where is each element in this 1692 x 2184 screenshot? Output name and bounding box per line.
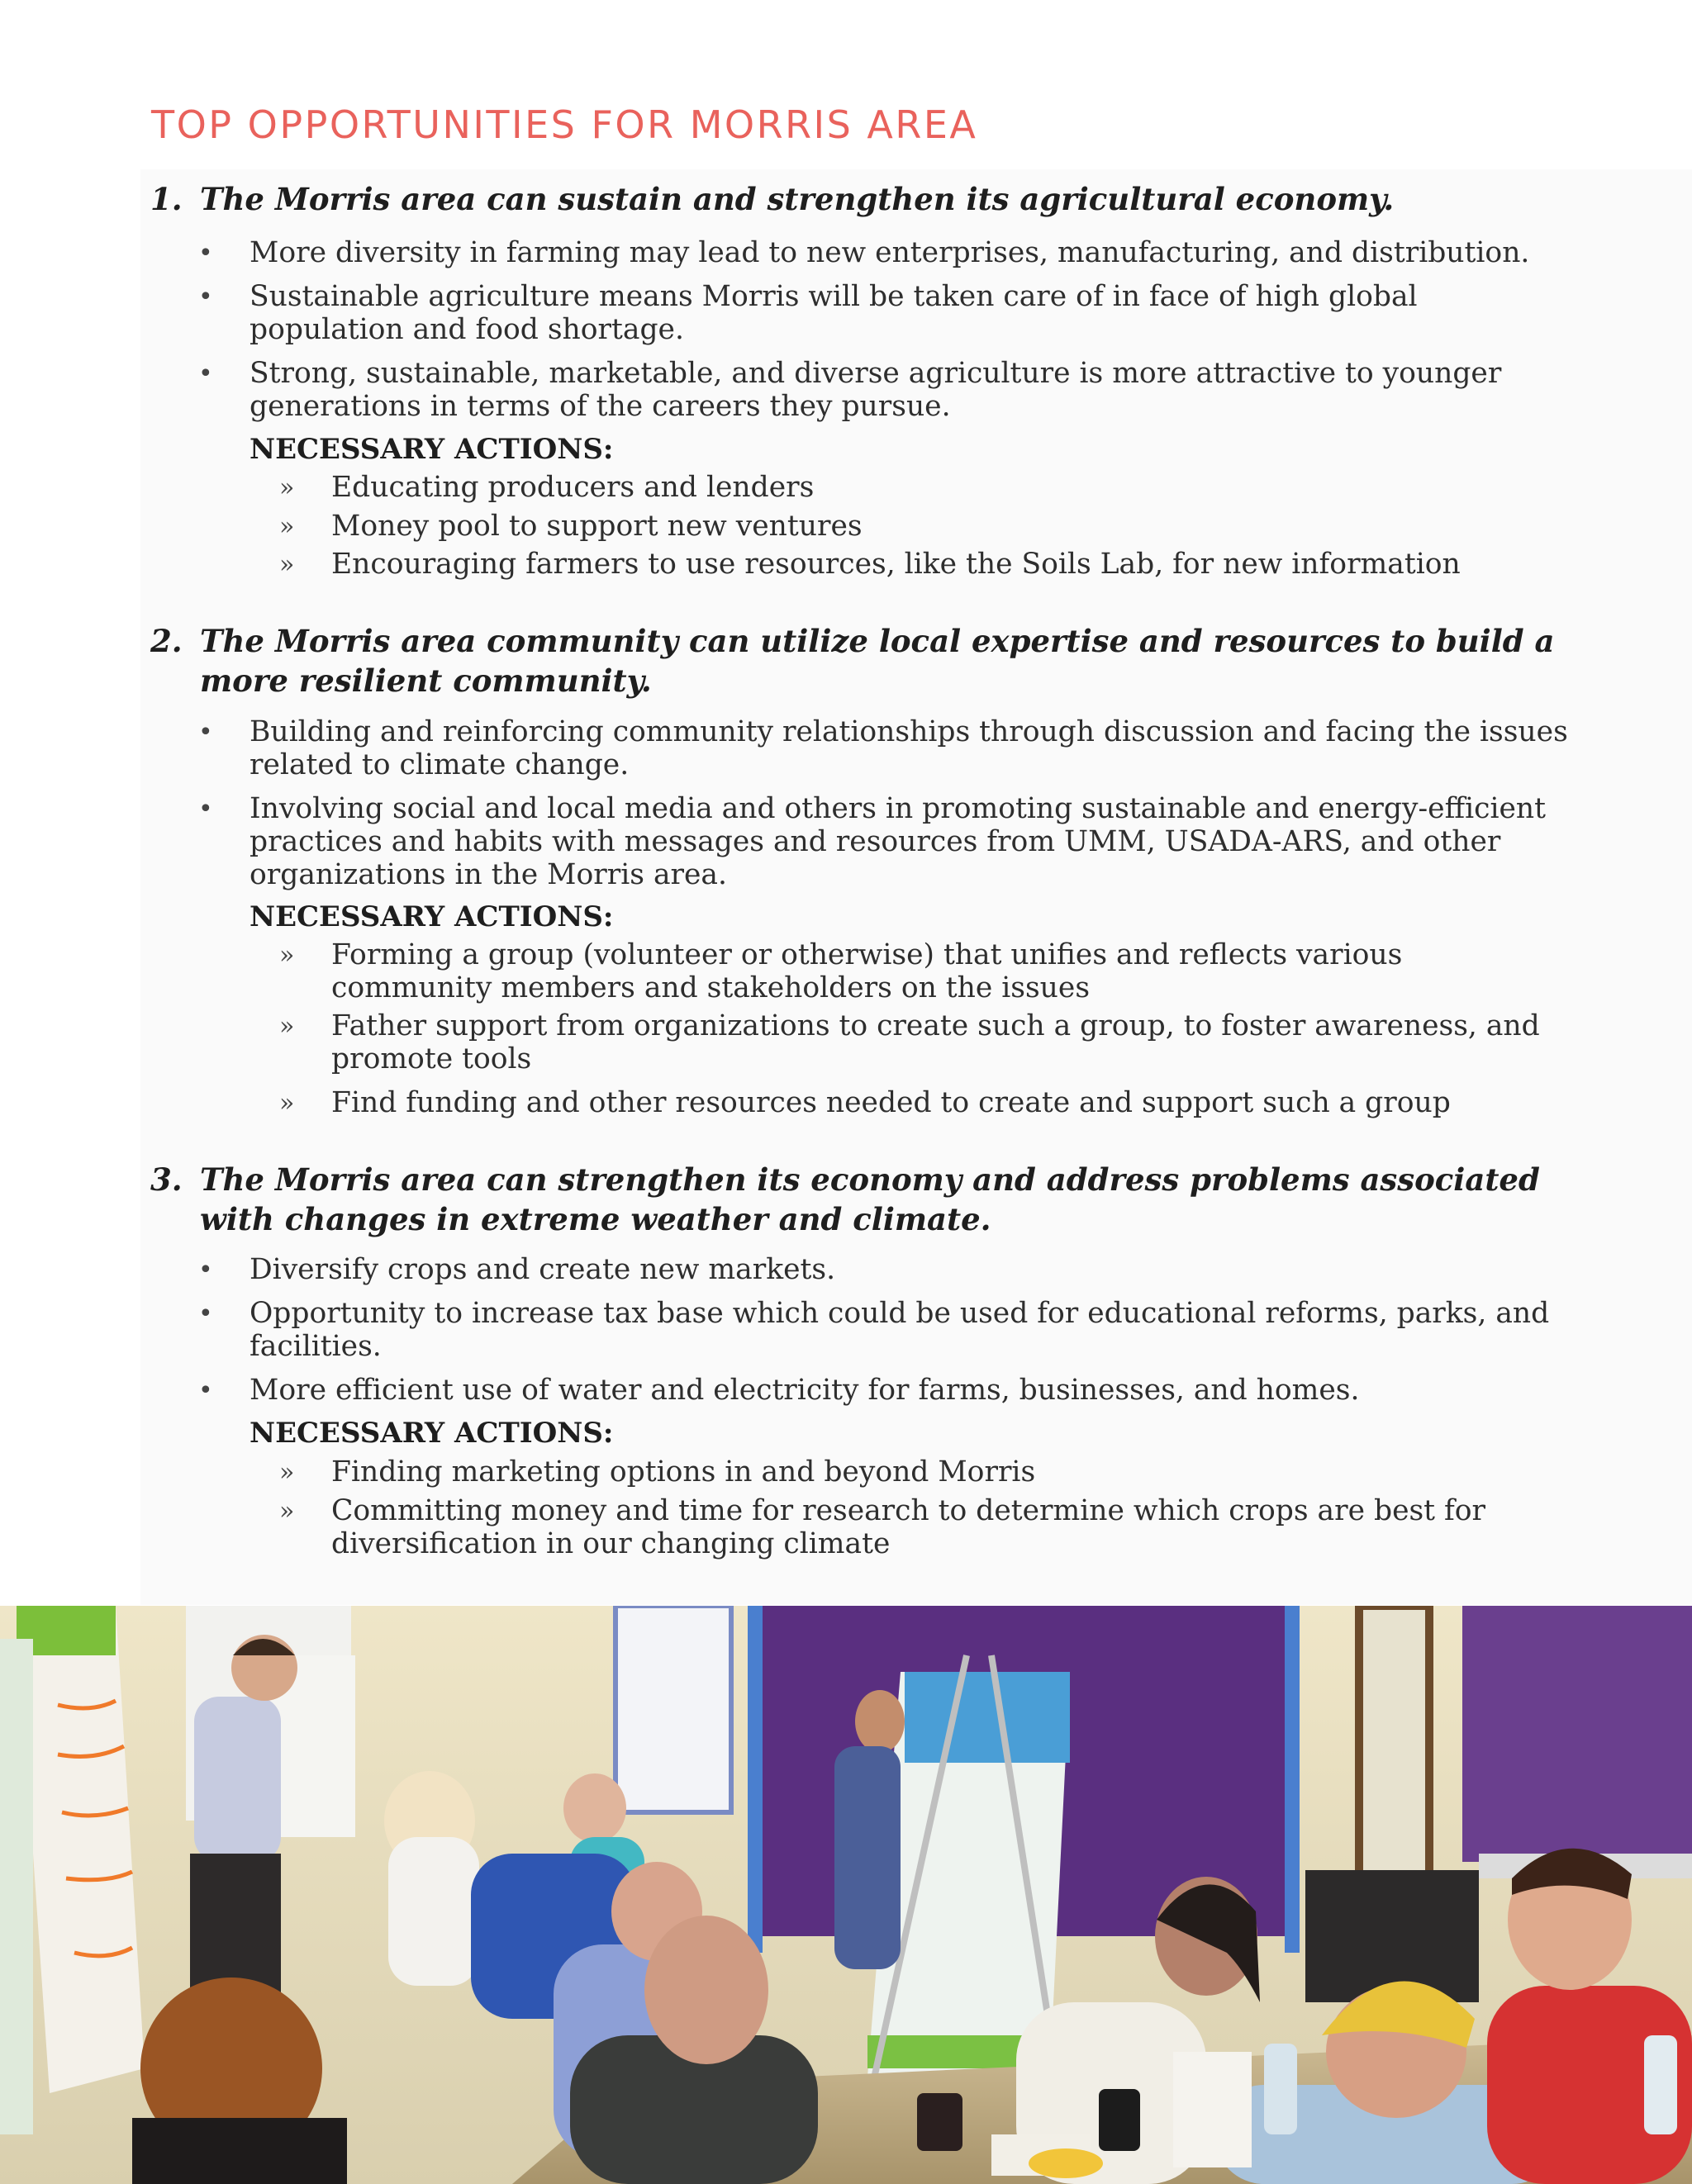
opportunity-number: 1. <box>150 181 183 217</box>
necessary-actions-label: NECESSARY ACTIONS: <box>250 1417 614 1450</box>
bullet-item: Diversify crops and create new markets. <box>250 1253 836 1286</box>
workshop-photo <box>0 1606 1692 2184</box>
bullet-marker: • <box>198 1299 213 1328</box>
action-item: Finding marketing options in and beyond Morris <box>331 1455 1036 1488</box>
bullet-marker: • <box>198 282 213 311</box>
bullet-item: Strong, sustainable, marketable, and diverse agriculture is more attractive to younger generations in terms of the careers they pursue. <box>250 357 1502 423</box>
action-item: Father support from organizations to create such a group, to foster awareness, and promote tools <box>331 1009 1540 1075</box>
action-marker: » <box>279 941 295 970</box>
action-item: Committing money and time for research to determine which crops are best for diversification in our changing climate <box>331 1494 1486 1560</box>
action-item: Forming a group (volunteer or otherwise) that unifies and reflects various community members and stakeholders on the issues <box>331 938 1403 1004</box>
bullet-marker: • <box>198 239 213 268</box>
action-marker: » <box>279 1089 295 1118</box>
opportunity-heading: The Morris area can strengthen its economy and address problems associated with changes in extreme weather and climate. <box>200 1161 1540 1237</box>
necessary-actions-label: NECESSARY ACTIONS: <box>250 433 614 466</box>
action-marker: » <box>279 550 295 579</box>
bullet-item: More efficient use of water and electricity for farms, businesses, and homes. <box>250 1374 1360 1407</box>
opportunity-heading: The Morris area community can utilize local expertise and resources to build a more resilient community. <box>200 623 1555 699</box>
bullet-marker: • <box>198 1376 213 1405</box>
action-item: Find funding and other resources needed to create and support such a group <box>331 1086 1451 1119</box>
bullet-item: Involving social and local media and others in promoting sustainable and energy-efficient practices and habits with messages and resources from UMM, USADA-ARS, and other organizations in the Morris area. <box>250 792 1546 891</box>
bullet-item: Opportunity to increase tax base which could be used for educational reforms, parks, and facilities. <box>250 1297 1550 1363</box>
action-marker: » <box>279 473 295 502</box>
action-item: Money pool to support new ventures <box>331 510 863 543</box>
action-item: Educating producers and lenders <box>331 471 815 504</box>
bullet-marker: • <box>198 359 213 388</box>
action-marker: » <box>279 1012 295 1041</box>
bullet-item: Building and reinforcing community relationships through discussion and facing the issues related to climate change. <box>250 715 1568 781</box>
action-item: Encouraging farmers to use resources, like the Soils Lab, for new information <box>331 548 1461 581</box>
bullet-marker: • <box>198 1256 213 1284</box>
opportunity-heading: The Morris area can sustain and strengthen its agricultural economy. <box>200 181 1395 217</box>
action-marker: » <box>279 512 295 541</box>
page-title: TOP OPPORTUNITIES FOR MORRIS AREA <box>151 102 978 147</box>
bullet-marker: • <box>198 795 213 824</box>
bullet-item: More diversity in farming may lead to new enterprises, manufacturing, and distribution. <box>250 236 1530 269</box>
bullet-item: Sustainable agriculture means Morris will be taken care of in face of high global population and food shortage. <box>250 280 1418 346</box>
opportunity-number: 3. <box>150 1161 183 1198</box>
opportunity-number: 2. <box>150 623 183 659</box>
action-marker: » <box>279 1458 295 1487</box>
bullet-marker: • <box>198 718 213 747</box>
action-marker: » <box>279 1497 295 1526</box>
necessary-actions-label: NECESSARY ACTIONS: <box>250 900 614 933</box>
